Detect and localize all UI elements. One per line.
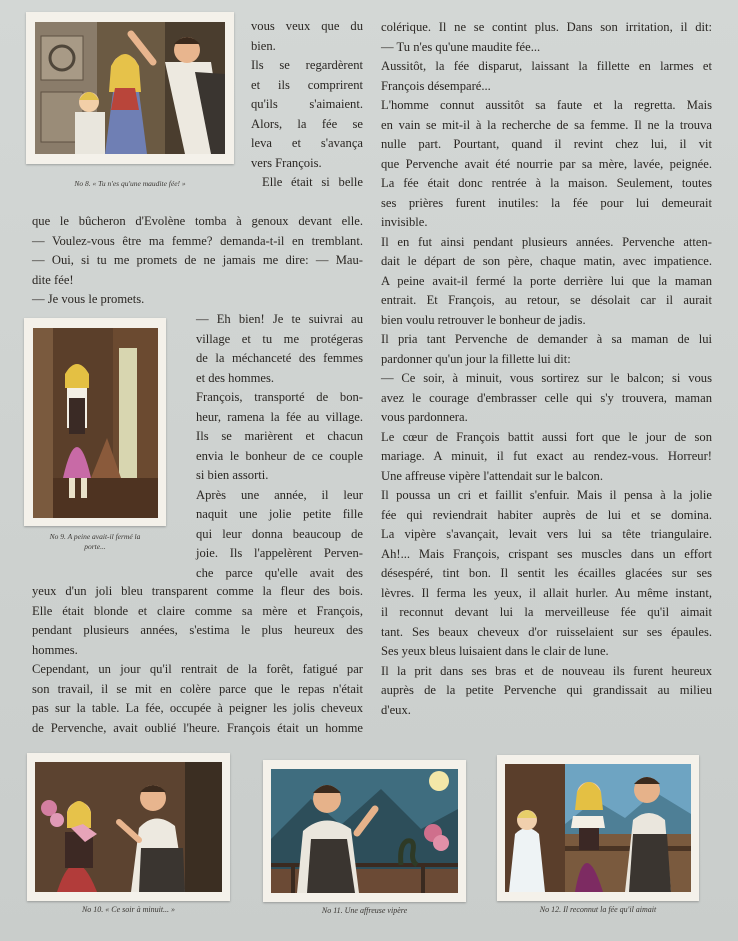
illustration-9 bbox=[33, 328, 158, 518]
caption-9 bbox=[24, 532, 166, 552]
caption-8: No 8. « Tu n'es qu'une maudite fée! » bbox=[74, 179, 186, 188]
illustration-10 bbox=[35, 762, 222, 892]
text-line: François, transporté de bon- bbox=[196, 390, 363, 404]
text-line: A peine avait-il fermé la porte derrière lui que la maman bbox=[381, 273, 712, 288]
text-line: en vain se mit-il à la recherche de sa femme. Il ne la trouva bbox=[381, 117, 712, 132]
text-line: — Eh bien! Je te suivrai au bbox=[196, 312, 363, 326]
text-line: tant. Ses beaux cheveux d'or ruisselaient sur ses épaules. bbox=[381, 624, 712, 639]
text-line: Cependant, un jour qu'il rentrait de la forêt, fatigué par bbox=[32, 662, 363, 676]
text-line: fée qui reviendrait habiter auprès de lui et se domina. bbox=[381, 507, 712, 522]
text-line: leva et s'avança bbox=[251, 136, 363, 150]
text-line: village et tu me protégeras bbox=[196, 331, 363, 346]
caption-9-line-2: porte... bbox=[84, 542, 106, 551]
picture-card-9 bbox=[24, 318, 166, 551]
text-line: — Oui, si tu me promets de ne jamais me dire: — Mau- bbox=[32, 253, 363, 267]
text-line: joie. Ils l'appelèrent Perven- bbox=[196, 546, 363, 560]
text-line: envia le bonheur de ce couple bbox=[196, 448, 363, 463]
text-line: La fée était donc rentrée à la maison. Seulement, toutes bbox=[381, 176, 712, 190]
text-line: et des hommes. bbox=[196, 370, 274, 385]
text-line: — Tu n'es qu'une maudite fée... bbox=[381, 39, 541, 54]
text-line: L'homme connut aussitôt sa faute et la regretta. Mais bbox=[381, 98, 712, 112]
text-line: si bien assorti. bbox=[196, 468, 269, 482]
text-line: pardonner qu'un jour la fillette lui dit: bbox=[381, 351, 571, 366]
caption-12: No 12. Il reconnut la fée qu'il aimait bbox=[539, 905, 657, 914]
text-line: vers François. bbox=[251, 155, 322, 170]
text-line: dait le départ de son père, chaque matin, avec impatience. bbox=[381, 254, 712, 268]
text-line: Il poussa un cri et faillit s'enfuir. Mais il pensa à la jolie bbox=[381, 488, 712, 502]
text-line: vous pardonnera. bbox=[381, 410, 468, 424]
text-line: pas sur la table. La fée, occupée à peigner les jolis cheveux bbox=[32, 701, 363, 715]
text-line: pendant plusieurs années, s'estima le plus heureux des bbox=[32, 623, 363, 637]
caption-11: No 11. Une affreuse vipère bbox=[321, 906, 408, 915]
text-line: Le cœur de François battit aussi fort que le jour de son bbox=[381, 429, 712, 444]
text-line: che parce qu'elle avait des bbox=[196, 565, 363, 580]
text-line: ses prières furent inutiles: la fée pour lui demeurait bbox=[381, 195, 712, 210]
text-line: Ils se marièrent et chacun bbox=[196, 429, 363, 443]
text-column-c bbox=[196, 310, 363, 583]
text-line: que le bûcheron d'Evolène tomba à genoux devant elle. bbox=[32, 214, 363, 228]
text-line: Ah!... Mais François, crispant ses muscles dans un effort bbox=[381, 546, 712, 561]
text-line: — Voulez-vous être ma femme? demanda-t-il en tremblant. bbox=[32, 233, 363, 248]
text-line: invisible. bbox=[381, 215, 428, 229]
text-line: entrait. Et François, au retour, se désolait car il aurait bbox=[381, 293, 712, 307]
text-line: Ses yeux bleus luisaient dans le clair de lune. bbox=[381, 644, 609, 658]
text-line: auprès de la petite Pervenche qui grandissait au milieu bbox=[381, 683, 712, 697]
illustration-11 bbox=[271, 769, 458, 893]
picture-card-8 bbox=[26, 12, 234, 188]
picture-card-11 bbox=[263, 760, 466, 915]
text-line: nulle part. Pourtant, quand il revint chez lui, il vit bbox=[381, 137, 712, 151]
text-line: dite fée! bbox=[32, 272, 74, 287]
text-line: Elle était blonde et claire comme sa mère et François, bbox=[32, 603, 363, 618]
text-line: il reconnut devant lui la merveilleuse fée qu'il aimait bbox=[381, 605, 712, 619]
text-line: Ils se regardèrent bbox=[251, 58, 363, 72]
text-line: qu'ils s'aimaient. bbox=[251, 97, 363, 111]
text-line: de Pervenche, avait oublié l'heure. François était un homme bbox=[32, 720, 363, 735]
text-line: qui leur donna beaucoup de bbox=[196, 526, 363, 541]
text-line: et ils comprirent bbox=[251, 77, 363, 92]
text-line: yeux d'un joli bleu transparent comme la fleur des bois. bbox=[32, 584, 363, 598]
text-line: bien voulu retrouver le bonheur de jadis. bbox=[381, 312, 586, 327]
text-line: naquit une jolie petite fille bbox=[196, 507, 363, 521]
text-line: heur, ramena la fée au village. bbox=[196, 409, 363, 424]
text-line: de la méchanceté des femmes bbox=[196, 351, 363, 365]
text-line: Alors, la fée se bbox=[251, 116, 363, 131]
text-column-a bbox=[251, 17, 363, 193]
caption-9-line-1: No 9. A peine avait-il fermé la bbox=[49, 532, 141, 541]
text-line: Après une année, il leur bbox=[196, 487, 363, 502]
text-column-right bbox=[381, 18, 712, 720]
text-line: d'eux. bbox=[381, 702, 411, 717]
text-line: François désemparé... bbox=[381, 78, 491, 93]
text-line: que Pervenche avait été nourrie par sa mère, lavée, peignée. bbox=[381, 156, 712, 171]
picture-card-12 bbox=[497, 755, 699, 914]
text-line: son travail, il se mit en colère parce que le repas n'était bbox=[32, 681, 363, 696]
text-line: avez le courage d'embrasser celle qui s'y trouvera, maman bbox=[381, 390, 712, 405]
text-line: Aussitôt, la fée disparut, laissant la fillette en larmes et bbox=[381, 59, 712, 73]
text-line: désespéré, tint bon. Il sentit les écailles glacées sur ses bbox=[381, 566, 712, 580]
text-line: colérique. Il ne se contint plus. Dans son irritation, il dit: bbox=[381, 20, 712, 34]
text-line: lèvres. Il ferma les yeux, il allait hurler. Au même instant, bbox=[381, 585, 712, 600]
picture-card-10 bbox=[27, 753, 230, 914]
text-line: Il en fut ainsi pendant plusieurs années. Pervenche atten- bbox=[381, 234, 712, 249]
text-line: Il pria tant Pervenche de demander à sa maman de lui bbox=[381, 332, 712, 346]
caption-10: No 10. « Ce soir à minuit... » bbox=[81, 905, 176, 914]
text-line: La vipère s'avançait, levait vers lui sa tête triangulaire. bbox=[381, 527, 712, 541]
illustration-8 bbox=[35, 22, 225, 154]
text-line: vous veux que du bbox=[251, 19, 363, 33]
text-column-d bbox=[32, 582, 363, 738]
text-line: Elle était si belle bbox=[262, 175, 363, 189]
text-line: Une affreuse vipère l'attendait sur le balcon. bbox=[381, 468, 603, 483]
text-line: Il la prit dans ses bras et de nouveau ils furent heureux bbox=[381, 663, 712, 678]
text-line: bien. bbox=[251, 38, 276, 53]
illustration-12 bbox=[505, 764, 691, 892]
text-line: hommes. bbox=[32, 642, 78, 657]
text-column-b bbox=[32, 212, 363, 310]
text-line: — Je vous le promets. bbox=[32, 292, 145, 306]
text-line: — Ce soir, à minuit, vous sortirez sur le balcon; si vous bbox=[381, 371, 712, 385]
text-line: mariage. A minuit, il fut exact au rendez-vous. Horreur! bbox=[381, 449, 712, 463]
